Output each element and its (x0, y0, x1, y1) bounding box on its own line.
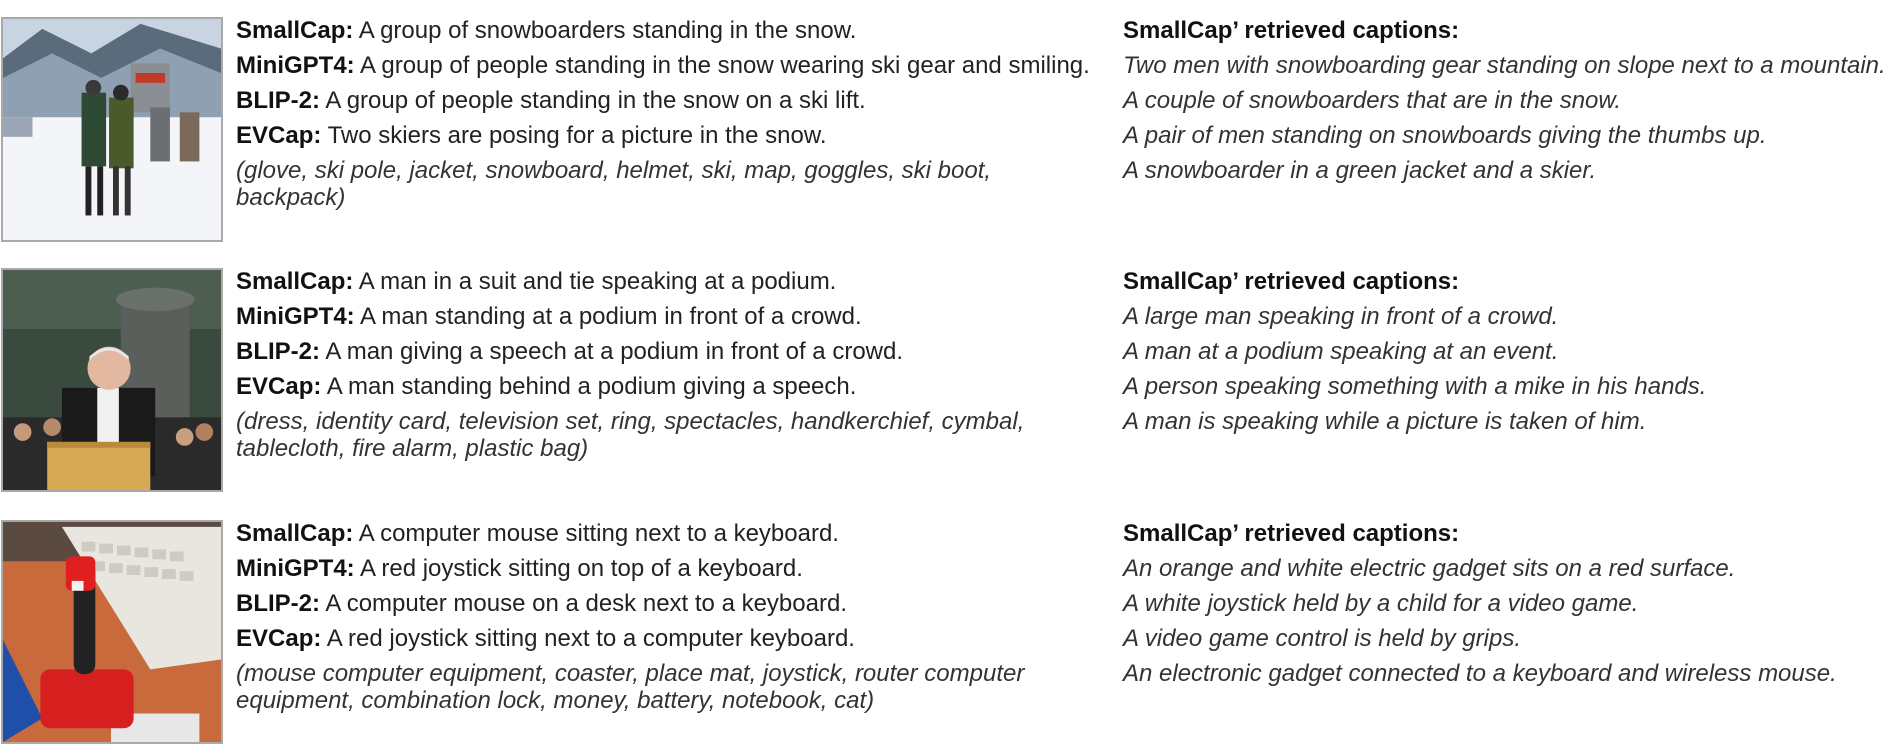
caption-text: A man standing at a podium in front of a crowd. (360, 303, 862, 330)
caption-line (236, 338, 1096, 365)
caption-text: A group of people standing in the snow on a ski lift. (325, 87, 866, 114)
caption-text: A computer mouse on a desk next to a keyboard. (325, 590, 847, 617)
caption-line (236, 17, 1096, 44)
caption-line (236, 373, 1096, 400)
snowboarders-photo (1, 17, 223, 242)
retrieved-heading: SmallCap’ retrieved captions: (1123, 268, 1460, 295)
retrieved-caption: A man is speaking while a picture is taken of him. (1123, 408, 1647, 435)
caption-line (236, 268, 1096, 295)
retrieved-caption: A person speaking something with a mike in his hands. (1123, 373, 1707, 400)
retrieved-caption: An orange and white electric gadget sits on a red surface. (1123, 555, 1736, 582)
caption-line (236, 520, 1096, 547)
caption-text: A computer mouse sitting next to a keyboard. (358, 520, 839, 547)
caption-line (236, 87, 1096, 114)
caption-line (236, 590, 1096, 617)
model-name: EVCap: (236, 373, 322, 400)
caption-line (236, 303, 1096, 330)
caption-text: A man giving a speech at a podium in front of a crowd. (325, 338, 904, 365)
model-name: MiniGPT4: (236, 52, 355, 79)
caption-line (236, 555, 1096, 582)
caption-text: A group of people standing in the snow wearing ski gear and smiling. (360, 52, 1090, 79)
model-captions (236, 17, 1096, 219)
retrieved-caption: An electronic gadget connected to a keyboard and wireless mouse. (1123, 660, 1837, 687)
retrieved-caption: A man at a podium speaking at an event. (1123, 338, 1559, 365)
object-list: (glove, ski pole, jacket, snowboard, helmet, ski, map, goggles, ski boot, backpack) (236, 157, 992, 211)
retrieved-captions (1123, 17, 1903, 192)
retrieved-captions (1123, 520, 1903, 695)
retrieved-caption: A snowboarder in a green jacket and a skier. (1123, 157, 1597, 184)
caption-line (236, 52, 1096, 79)
retrieved-caption: Two men with snowboarding gear standing on slope next to a mountain. (1123, 52, 1886, 79)
model-name: BLIP-2: (236, 338, 320, 365)
retrieved-caption: A large man speaking in front of a crowd. (1123, 303, 1559, 330)
model-name: EVCap: (236, 625, 322, 652)
retrieved-caption: A pair of men standing on snowboards giving the thumbs up. (1123, 122, 1767, 149)
caption-text: A red joystick sitting on top of a keyboard. (360, 555, 803, 582)
model-name: MiniGPT4: (236, 303, 355, 330)
object-list: (mouse computer equipment, coaster, place mat, joystick, router computer equipment, combination lock, money, battery, notebook, cat) (236, 660, 1025, 714)
joystick-photo (1, 520, 223, 744)
model-name: MiniGPT4: (236, 555, 355, 582)
model-name: SmallCap: (236, 17, 354, 44)
caption-text: A man in a suit and tie speaking at a podium. (358, 268, 837, 295)
model-name: BLIP-2: (236, 590, 320, 617)
retrieved-heading: SmallCap’ retrieved captions: (1123, 520, 1460, 547)
caption-line (236, 122, 1096, 149)
model-name: EVCap: (236, 122, 322, 149)
model-captions (236, 268, 1096, 470)
retrieved-caption: A white joystick held by a child for a video game. (1123, 590, 1639, 617)
caption-text: A man standing behind a podium giving a speech. (326, 373, 857, 400)
model-name: SmallCap: (236, 268, 354, 295)
caption-text: Two skiers are posing for a picture in the snow. (327, 122, 827, 149)
model-name: BLIP-2: (236, 87, 320, 114)
caption-text: A red joystick sitting next to a computer keyboard. (326, 625, 855, 652)
caption-text: A group of snowboarders standing in the snow. (358, 17, 857, 44)
retrieved-captions (1123, 268, 1903, 443)
object-list: (dress, identity card, television set, ring, spectacles, handkerchief, cymbal, tablecloth, fire alarm, plastic bag) (236, 408, 1025, 462)
retrieved-caption: A video game control is held by grips. (1123, 625, 1521, 652)
speaker-photo (1, 268, 223, 492)
model-name: SmallCap: (236, 520, 354, 547)
retrieved-heading: SmallCap’ retrieved captions: (1123, 17, 1460, 44)
model-captions (236, 520, 1096, 722)
caption-line (236, 625, 1096, 652)
retrieved-caption: A couple of snowboarders that are in the snow. (1123, 87, 1622, 114)
